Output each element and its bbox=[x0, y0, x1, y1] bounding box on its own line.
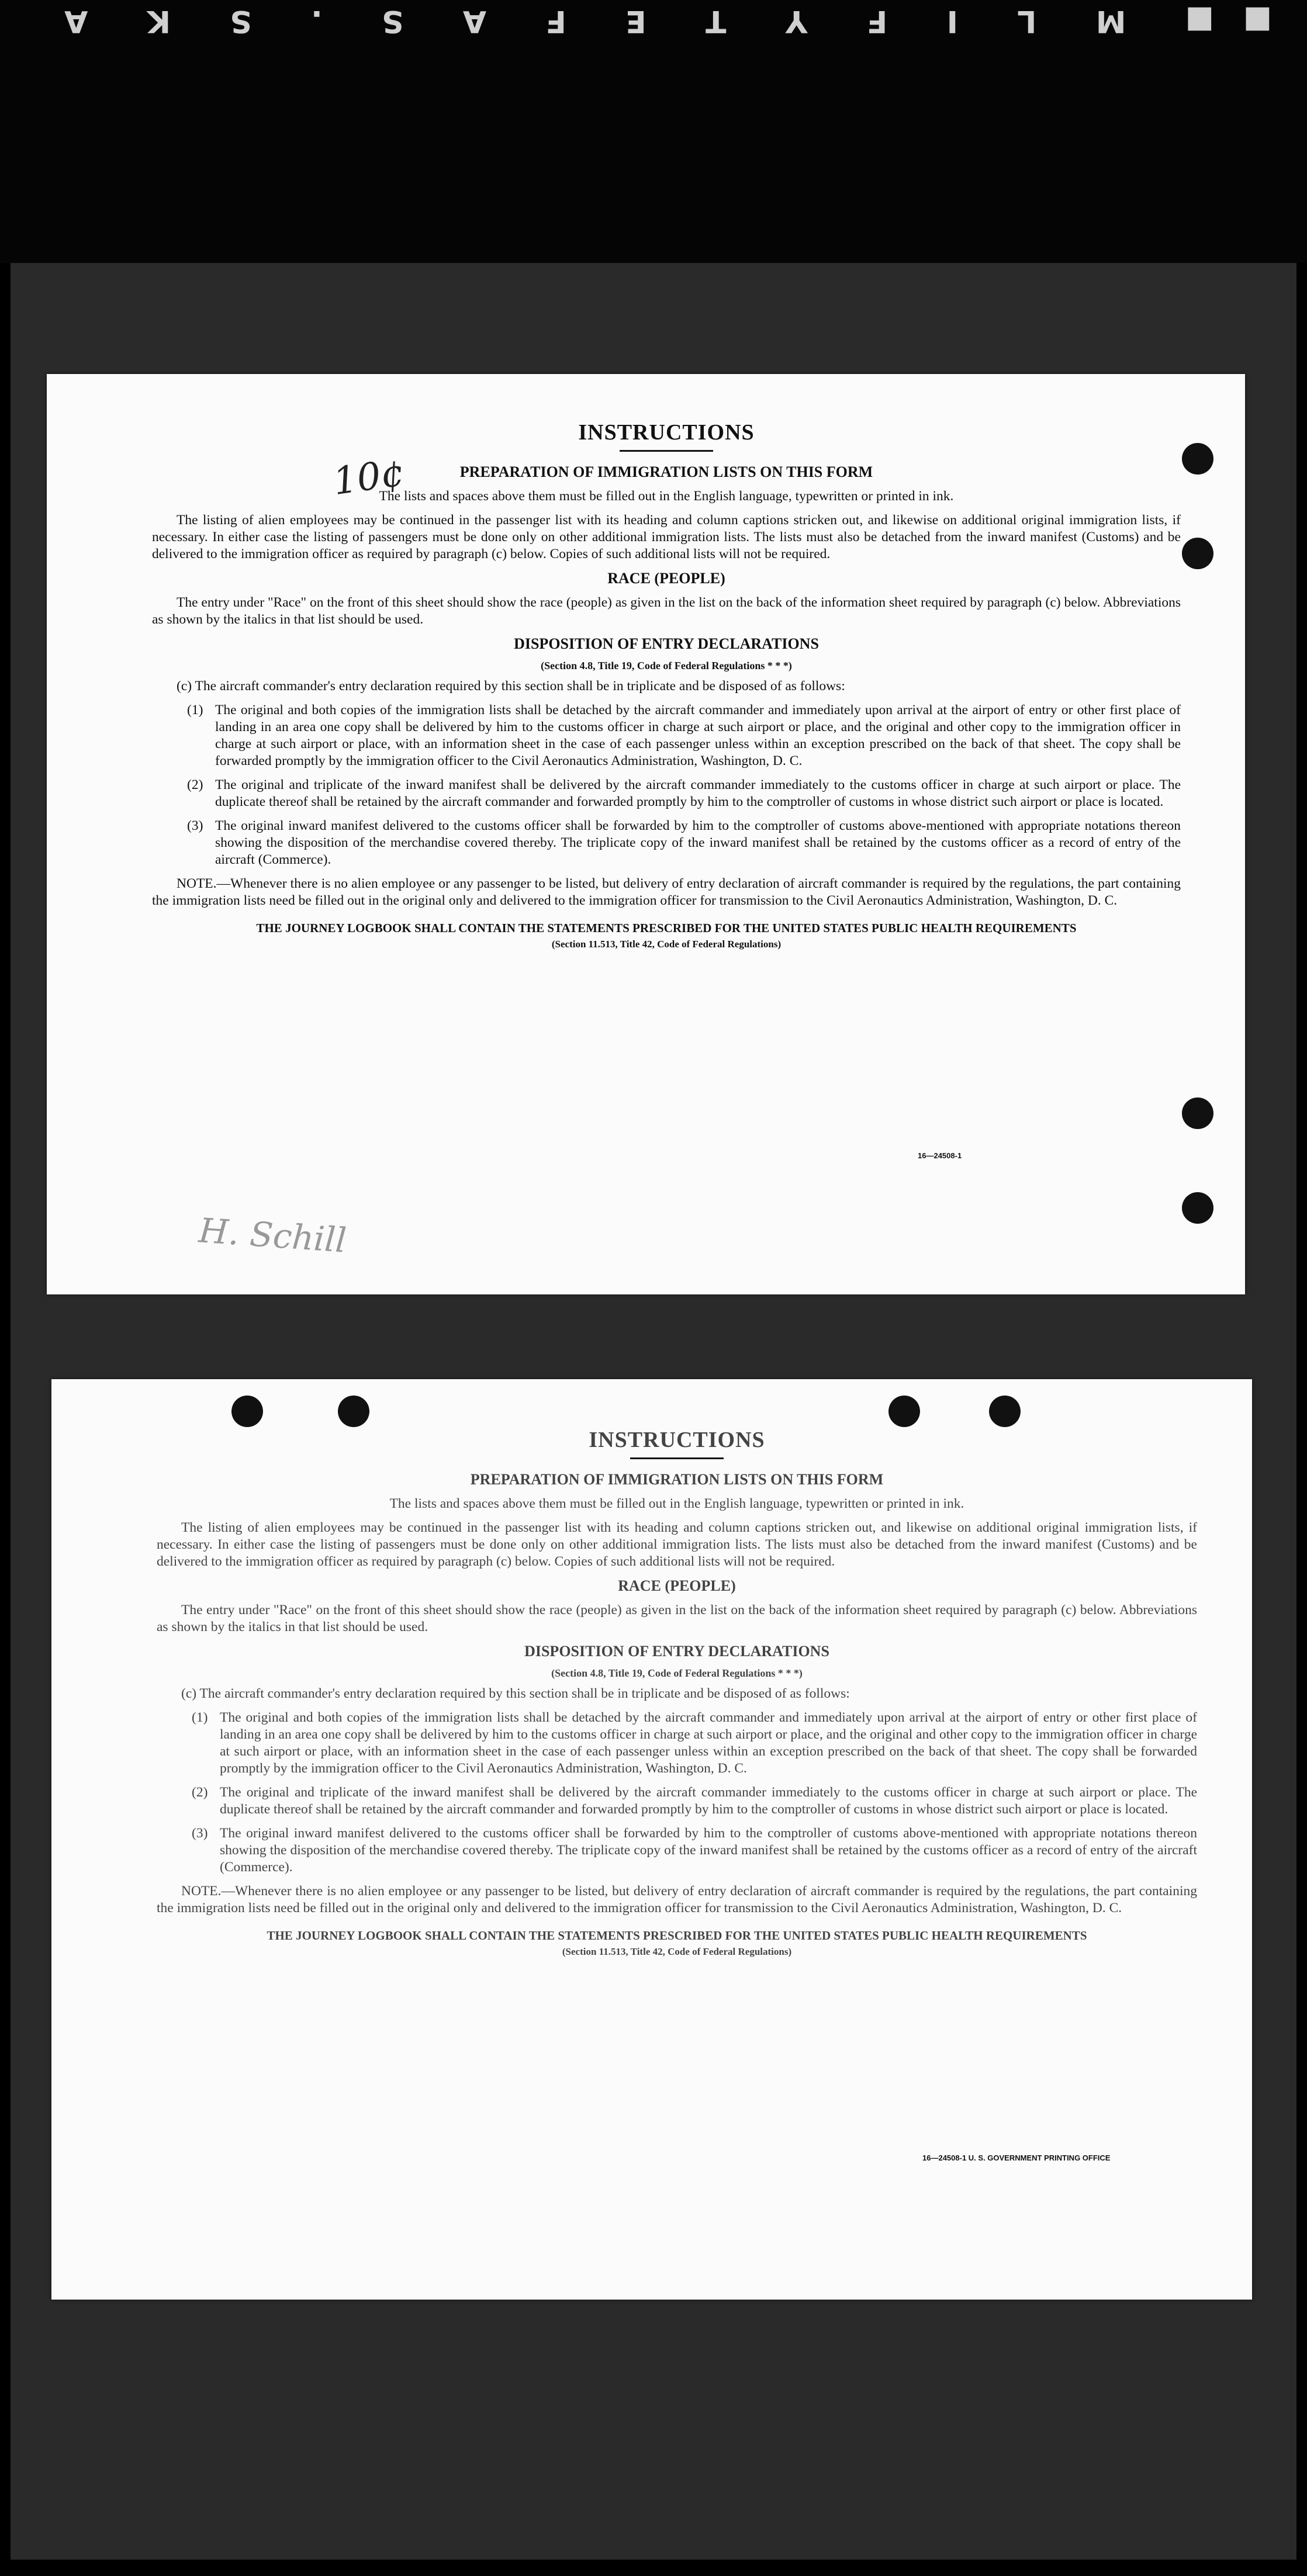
list-item bbox=[187, 777, 1181, 811]
list-item-text: The original and triplicate of the inward manifest shall be delivered by the aircraft commander immediately to the customs officer in charge at such airport or place. The duplicate thereof shall be retained by the aircraft commander and forwarded promptly by him to the comptroller of customs in whose district such airport or place is located. bbox=[215, 777, 1181, 809]
title-rule bbox=[630, 1457, 724, 1459]
paragraph: The entry under "Race" on the front of this sheet should show the race (people) as given in the list on the back of the information sheet required by paragraph (c) below. Abbreviations as shown by the italics in that list should be used. bbox=[157, 1602, 1197, 1635]
form-code: 16—24508-1 U. S. GOVERNMENT PRINTING OFFICE bbox=[922, 2153, 1111, 2162]
film-mark: M bbox=[1066, 4, 1126, 39]
list-item-number: (2) bbox=[192, 1785, 208, 1800]
section-subheading: (Section 4.8, Title 19, Code of Federal Regulations * * *) bbox=[541, 660, 792, 671]
paragraph: The lists and spaces above them must be filled out in the English language, typewritten or printed in ink. bbox=[389, 1496, 964, 1511]
section-heading: PREPARATION OF IMMIGRATION LISTS ON THIS FORM bbox=[459, 463, 873, 480]
list-item-text: The original and both copies of the immigration lists shall be detached by the aircraft commander and immediately upon arrival at the airport of entry or other first place of landing in an area one copy shall be delivered by him to the customs officer in charge at such airport or place, and the original and other copy to the immigration officer in charge at such airport or place, with an information sheet in the case of each passenger unless within an exception prescribed on the back of that sheet. The copy shall be forwarded promptly by the immigration officer to the Civil Aeronautics Administration, Washington, D. C. bbox=[215, 702, 1181, 768]
film-mark: ■■ bbox=[1156, 4, 1272, 39]
film-mark: S bbox=[352, 4, 404, 39]
list-item-number: (1) bbox=[187, 702, 203, 718]
note-paragraph: NOTE.—Whenever there is no alien employee or any passenger to be listed, but delivery of entry declaration of aircraft commander is required by the regulations, the part containing the immigration lists need be filled out in the original only and delivered to the immigration officer for transmission to the Civil Aeronautics Administration, Washington, D. C. bbox=[157, 1883, 1197, 1916]
punch-hole bbox=[338, 1396, 369, 1427]
paragraph: The listing of alien employees may be continued in the passenger list with its heading and column captions stricken out, and likewise on additional original immigration lists, if necessary. In either case the listing of passengers must be done only on other additional immigration lists. The lists must also be detached from the inward manifest (Customs) and be delivered to the immigration officer as required by paragraph (c) below. Copies of such additional lists will not be required. bbox=[152, 513, 1181, 562]
instruction-sheet-top bbox=[47, 374, 1245, 1294]
list-item bbox=[187, 702, 1181, 770]
instruction-sheet-bottom bbox=[51, 1379, 1252, 2300]
punch-hole bbox=[1182, 538, 1213, 569]
film-mark: T bbox=[676, 4, 727, 39]
paragraph: The lists and spaces above them must be filled out in the English language, typewritten or printed in ink. bbox=[379, 489, 954, 504]
film-strip bbox=[0, 0, 1307, 263]
closing-citation: (Section 11.513, Title 42, Code of Federal Regulations) bbox=[562, 1946, 792, 1957]
handwritten-signature: H. Schill bbox=[197, 1210, 348, 1261]
list-item-text: The original and triplicate of the inward manifest shall be delivered by the aircraft commander immediately to the customs officer in charge at such airport or place. The duplicate thereof shall be retained by the aircraft commander and forwarded promptly by him to the comptroller of customs in whose district such airport or place is located. bbox=[220, 1785, 1197, 1817]
closing-statement: THE JOURNEY LOGBOOK SHALL CONTAIN THE STATEMENTS PRESCRIBED FOR THE UNITED STATES PUBLIC HEALTH REQUIREMENTS bbox=[267, 1928, 1087, 1943]
section-heading: RACE (PEOPLE) bbox=[618, 1577, 736, 1594]
list-item-number: (1) bbox=[192, 1710, 208, 1725]
title-rule bbox=[620, 450, 713, 452]
paragraph: The entry under "Race" on the front of this sheet should show the race (people) as given in the list on the back of the information sheet required by paragraph (c) below. Abbreviations as shown by the italics in that list should be used. bbox=[152, 595, 1181, 627]
form-code: 16—24508-1 bbox=[918, 1151, 962, 1160]
page-title: INSTRUCTIONS bbox=[578, 420, 755, 445]
punch-hole bbox=[888, 1396, 920, 1427]
sheet-content bbox=[157, 1427, 1197, 1975]
punch-hole bbox=[1182, 1192, 1213, 1224]
closing-statement: THE JOURNEY LOGBOOK SHALL CONTAIN THE STATEMENTS PRESCRIBED FOR THE UNITED STATES PUBLIC HEALTH REQUIREMENTS bbox=[256, 921, 1077, 935]
list-item bbox=[192, 1709, 1197, 1777]
section-heading: PREPARATION OF IMMIGRATION LISTS ON THIS FORM bbox=[470, 1471, 884, 1488]
film-mark: L bbox=[988, 4, 1037, 39]
film-mark: F bbox=[837, 4, 888, 39]
film-mark: S bbox=[200, 4, 252, 39]
closing-citation: (Section 11.513, Title 42, Code of Federal Regulations) bbox=[551, 939, 782, 950]
handwritten-annotation: 10¢ bbox=[330, 451, 407, 504]
punch-hole bbox=[989, 1396, 1021, 1427]
sheet-content bbox=[152, 420, 1181, 968]
punch-hole bbox=[231, 1396, 263, 1427]
list-item-text: The original inward manifest delivered to the customs officer shall be forwarded by him to the comptroller of customs above-mentioned with appropriate notations thereon showing the disposition of the merchandise covered thereby. The triplicate copy of the inward manifest shall be retained by the customs officer as a record of entry of the aircraft (Commerce). bbox=[220, 1826, 1197, 1875]
film-mark: F bbox=[516, 4, 566, 39]
list-item-number: (3) bbox=[187, 818, 203, 833]
list-item-text: The original and both copies of the immigration lists shall be detached by the aircraft commander and immediately upon arrival at the airport of entry or other first place of landing in an area one copy shall be delivered by him to the customs officer in charge at such airport or place, and the original and other copy to the immigration officer in charge at such airport or place, with an information sheet in the case of each passenger unless within an exception prescribed on the back of that sheet. The copy shall be forwarded promptly by the immigration officer to the Civil Aeronautics Administration, Washington, D. C. bbox=[220, 1710, 1197, 1776]
section-heading: RACE (PEOPLE) bbox=[607, 570, 725, 587]
film-mark: . bbox=[282, 4, 323, 39]
punch-hole bbox=[1182, 443, 1213, 475]
film-mark: K bbox=[117, 4, 171, 39]
film-mark: I bbox=[917, 4, 958, 39]
section-subheading: (Section 4.8, Title 19, Code of Federal Regulations * * *) bbox=[551, 1667, 803, 1679]
punch-hole bbox=[1182, 1097, 1213, 1129]
film-mark: A bbox=[35, 4, 88, 39]
film-mark: A bbox=[433, 4, 487, 39]
list-item bbox=[192, 1784, 1197, 1818]
list-item-text: The original inward manifest delivered to the customs officer shall be forwarded by him to the comptroller of customs above-mentioned with appropriate notations thereon showing the disposition of the merchandise covered thereby. The triplicate copy of the inward manifest shall be retained by the customs officer as a record of entry of the aircraft (Commerce). bbox=[215, 818, 1181, 867]
paragraph: (c) The aircraft commander's entry declaration required by this section shall be in triplicate and be disposed of as follows: bbox=[181, 1686, 850, 1701]
section-heading: DISPOSITION OF ENTRY DECLARATIONS bbox=[514, 635, 819, 652]
list-item bbox=[192, 1825, 1197, 1876]
list-item-number: (2) bbox=[187, 777, 203, 792]
section-heading: DISPOSITION OF ENTRY DECLARATIONS bbox=[524, 1643, 829, 1660]
film-edge-marks bbox=[0, 0, 1307, 42]
page-title: INSTRUCTIONS bbox=[589, 1428, 765, 1452]
list-item-number: (3) bbox=[192, 1826, 208, 1841]
list-item bbox=[187, 818, 1181, 868]
note-paragraph: NOTE.—Whenever there is no alien employee or any passenger to be listed, but delivery of entry declaration of aircraft commander is required by the regulations, the part containing the immigration lists need be filled out in the original only and delivered to the immigration officer for transmission to the Civil Aeronautics Administration, Washington, D. C. bbox=[152, 876, 1181, 908]
film-mark: Y bbox=[756, 4, 808, 39]
paragraph: The listing of alien employees may be continued in the passenger list with its heading and column captions stricken out, and likewise on additional original immigration lists, if necessary. In either case the listing of passengers must be done only on other additional immigration lists. The lists must also be detached from the inward manifest (Customs) and be delivered to the immigration officer as required by paragraph (c) below. Copies of such additional lists will not be required. bbox=[157, 1520, 1197, 1569]
paragraph: (c) The aircraft commander's entry declaration required by this section shall be in triplicate and be disposed of as follows: bbox=[177, 678, 845, 694]
film-mark: E bbox=[596, 4, 646, 39]
